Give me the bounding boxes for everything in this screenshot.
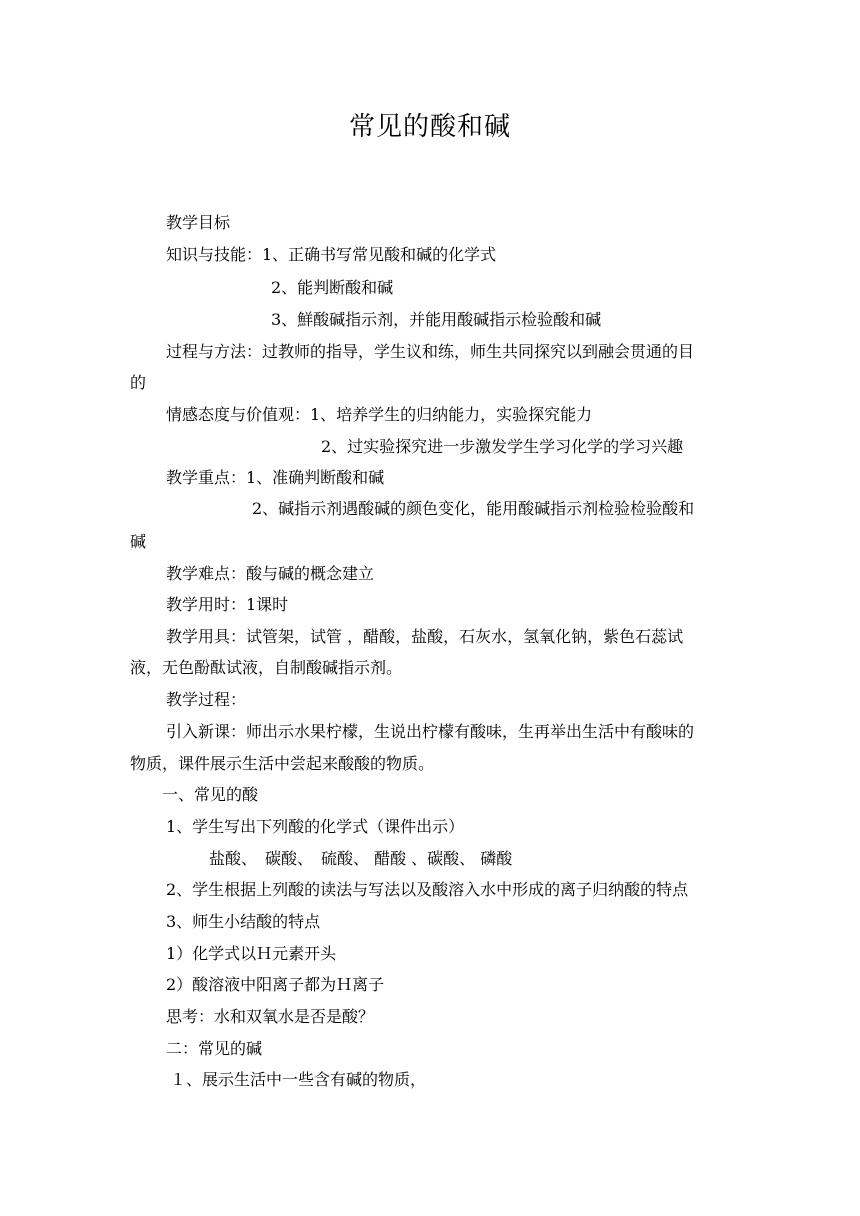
text-line: 教学难点：酸与碱的概念建立	[166, 564, 375, 583]
text-line: 3、鮮酸碱指示剂，并能用酸碱指示检验酸和碱	[271, 310, 602, 329]
text-line: １、展示生活中一些含有碱的物质，	[170, 1070, 427, 1089]
text-line: 1、学生写出下列酸的化学式（课件出示）	[166, 817, 465, 836]
text-line: 一、常见的酸	[162, 785, 259, 804]
text-line: 碱	[130, 532, 147, 551]
text-line: 1）化学式以Ｈ元素开头	[166, 944, 337, 963]
text-line: 3、师生小结酸的特点	[166, 912, 321, 931]
text-line: 2、碱指示剂遇酸碱的颜色变化，能用酸碱指示剂检验检验酸和	[252, 499, 695, 518]
text-line: 引入新课：师出示水果柠檬，生说出柠檬有酸味，生再举出生活中有酸味的	[166, 722, 695, 741]
text-line: 液，无色酚酞试液，自制酸碱指示剂。	[130, 658, 403, 677]
text-line: 教学用时：1课时	[166, 595, 289, 614]
text-line: 过程与方法：过教师的指导，学生议和练，师生共同探究以到融会贯通的目	[166, 342, 695, 361]
text-line: 二：常见的碱	[166, 1039, 263, 1058]
text-line: 知识与技能：1、正确书写常见酸和碱的化学式	[166, 245, 497, 264]
text-line: 教学目标	[166, 213, 231, 232]
text-line: 情感态度与价值观：1、培养学生的归纳能力，实验探究能力	[166, 405, 593, 424]
text-line: 思考：水和双氧水是否是酸？	[166, 1007, 375, 1026]
text-line: 2、过实验探究进一步激发学生学习化学的学习兴趣	[321, 437, 684, 456]
text-line: 教学过程：	[166, 690, 247, 709]
text-line: 盐酸、 碳酸、 硫酸、 醋酸 、碳酸、 磷酸	[209, 849, 513, 868]
document-title: 常见的酸和碱	[348, 112, 511, 142]
text-line: 的	[130, 373, 147, 392]
text-line: 2、能判断酸和碱	[271, 278, 394, 297]
text-line: 教学重点：1、准确判断酸和碱	[166, 468, 385, 487]
text-line: 2、学生根据上列酸的读法与写法以及酸溶入水中形成的离子归纳酸的特点	[166, 880, 689, 899]
text-line: 物质，课件展示生活中尝起来酸酸的物质。	[130, 754, 435, 773]
text-line: 2）酸溶液中阳离子都为Ｈ离子	[166, 975, 385, 994]
text-line: 教学用具：试管架，试管 ，醋酸，盐酸，石灰水，氢氧化钠，紫色石蕊试	[166, 627, 684, 646]
